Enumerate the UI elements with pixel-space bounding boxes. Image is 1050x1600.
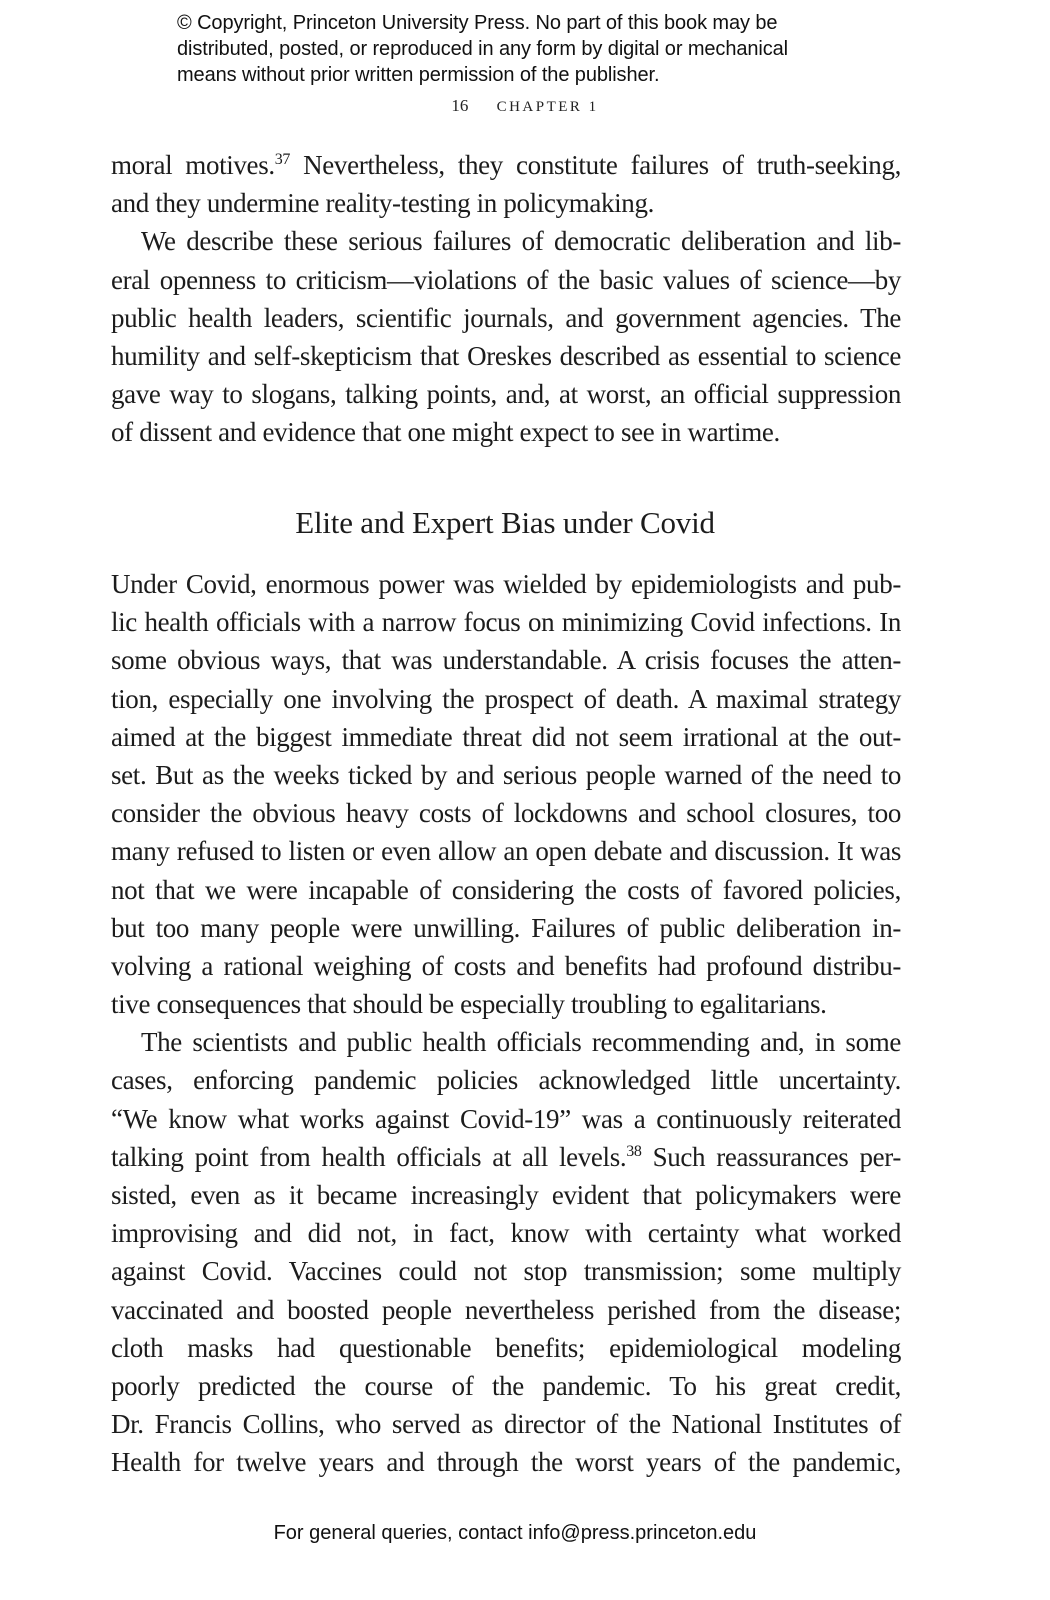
text-line: set. But as the weeks ticked by and serious people warned of the need to xyxy=(111,759,901,790)
text-line: of dissent and evidence that one might expect to see in wartime. xyxy=(111,417,780,448)
text-span: Such reassurances per- xyxy=(641,1141,901,1172)
text-line: The scientists and public health officials recommending and, in some xyxy=(141,1027,901,1058)
text-line: aimed at the biggest immediate threat did not seem irrational at the out- xyxy=(111,721,901,752)
text-line: many refused to listen or even allow an open debate and discussion. It was xyxy=(111,836,901,867)
text-line: but too many people were unwilling. Failures of public deliberation in- xyxy=(111,912,901,943)
text-line xyxy=(111,1138,901,1176)
text-span: Nevertheless, they constitute failures of truth-seeking, xyxy=(290,150,902,180)
text-line: poorly predicted the course of the pandemic. To his great credit, xyxy=(111,1370,901,1401)
text-line: gave way to slogans, talking points, and, at worst, an official suppression xyxy=(111,379,901,410)
text-line: public health leaders, scientific journals, and government agencies. The xyxy=(111,302,901,333)
text-line: cases, enforcing pandemic policies acknowledged little uncertainty. xyxy=(111,1065,901,1096)
chapter-label: CHAPTER 1 xyxy=(496,99,599,115)
text-line: tion, especially one involving the prospect of death. A maximal strategy xyxy=(111,683,901,714)
text-line: tive consequences that should be especially troubling to egalitarians. xyxy=(111,989,827,1020)
text-span: talking point from health officials at all levels. xyxy=(111,1141,627,1172)
text-line: Health for twelve years and through the worst years of the pandemic, xyxy=(111,1447,901,1478)
copyright-line: © Copyright, Princeton University Press. No part of this book may be xyxy=(177,12,778,34)
section-heading: Elite and Expert Bias under Covid xyxy=(295,505,715,540)
text-line: against Covid. Vaccines could not stop transmission; some multiply xyxy=(111,1256,901,1287)
text-line: not that we were incapable of considering the costs of favored policies, xyxy=(111,874,901,905)
contact-footer: For general queries, contact info@press.princeton.edu xyxy=(273,1522,757,1544)
text-line: some obvious ways, that was understandable. A crisis focuses the atten- xyxy=(111,645,901,676)
text-line xyxy=(111,146,901,184)
text-line: We describe these serious failures of democratic deliberation and lib- xyxy=(141,226,901,257)
copyright-line: distributed, posted, or reproduced in any form by digital or mechanical xyxy=(177,38,789,60)
text-line: improvising and did not, in fact, know with certainty what worked xyxy=(111,1218,901,1249)
paragraphs-after-heading xyxy=(111,565,901,1482)
footnote-reference[interactable]: 37 xyxy=(274,151,291,168)
text-span: moral motives. xyxy=(111,150,275,180)
text-line: Dr. Francis Collins, who served as director of the National Institutes of xyxy=(111,1409,901,1440)
text-line: humility and self-skepticism that Oreskes described as essential to science xyxy=(111,340,901,371)
footnote-reference[interactable]: 38 xyxy=(626,1142,642,1160)
text-line: vaccinated and boosted people nevertheless perished from the disease; xyxy=(111,1294,901,1325)
text-line: eral openness to criticism—violations of the basic values of science—by xyxy=(111,264,901,295)
text-line: lic health officials with a narrow focus on minimizing Covid infections. In xyxy=(111,607,901,638)
page-number: 16 xyxy=(451,96,469,115)
text-line: and they undermine reality-testing in policymaking. xyxy=(111,188,655,219)
text-line: sisted, even as it became increasingly evident that policymakers were xyxy=(111,1180,901,1210)
running-head xyxy=(0,96,1050,116)
text-line: cloth masks had questionable benefits; epidemiological modeling xyxy=(111,1332,901,1363)
paragraphs-before-heading xyxy=(111,146,901,452)
copyright-notice xyxy=(177,10,897,88)
text-line: consider the obvious heavy costs of lockdowns and school closures, too xyxy=(111,798,901,829)
text-line: “We know what works against Covid-19” was a continuously reiterated xyxy=(111,1103,901,1134)
copyright-line: means without prior written permission of the publisher. xyxy=(177,64,660,86)
text-line: Under Covid, enormous power was wielded by epidemiologists and pub- xyxy=(111,569,901,599)
text-line: volving a rational weighing of costs and benefits had profound distribu- xyxy=(111,950,901,981)
